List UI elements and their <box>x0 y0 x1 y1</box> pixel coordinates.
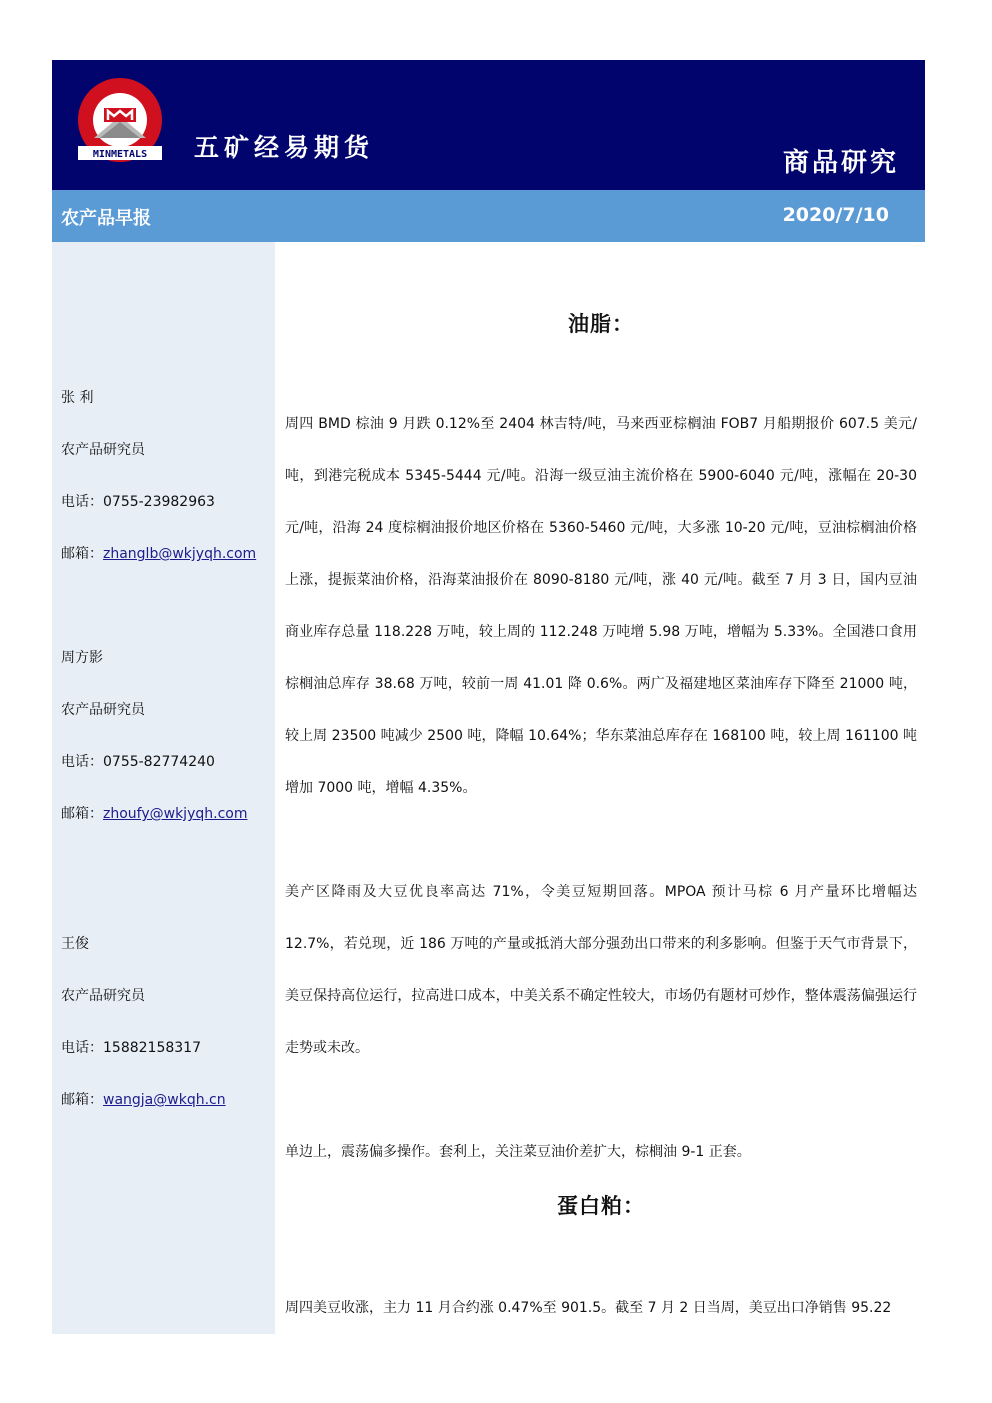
analyst-card-1 <box>61 388 271 596</box>
section-heading-meal: 蛋白粕： <box>557 1194 645 1218</box>
email-link[interactable]: zhoufy@wkjyqh.com <box>103 806 248 822</box>
analyst-title: 农产品研究员 <box>61 988 145 1004</box>
section-title: 商品研究 <box>782 148 899 178</box>
analyst-phone: 电话：15882158317 <box>61 1040 201 1056</box>
report-date: 2020/7/10 <box>782 204 889 226</box>
email-link[interactable]: wangja@wkqh.cn <box>103 1092 226 1108</box>
report-type: 农产品早报 <box>61 208 151 229</box>
analyst-name: 张 利 <box>61 390 94 406</box>
paragraph-oils-analysis: 美产区降雨及大豆优良率高达 71%，令美豆短期回落。MPOA 预计马棕 6 月产量环比增幅达 12.7%，若兑现，近 186 万吨的产量或抵消大部分强劲出口带来的利多影响。但鉴于天气市背景下，美豆保持高位运行，拉高进口成本，中美关系不确定性较大，市场仍有题材可炒作，整体震荡偏强运行走势或未改。 <box>285 884 917 1056</box>
analyst-name: 周方影 <box>61 650 103 666</box>
analyst-name: 王俊 <box>61 936 89 952</box>
analyst-card-3 <box>61 934 271 1142</box>
header-banner <box>52 60 925 190</box>
analyst-title: 农产品研究员 <box>61 442 145 458</box>
svg-text:MINMETALS: MINMETALS <box>92 149 148 160</box>
company-name: 五矿经易期货 <box>194 133 375 162</box>
email-link[interactable]: zhanglb@wkjyqh.com <box>103 546 257 562</box>
analyst-email: 邮箱：zhoufy@wkjyqh.com <box>61 806 248 822</box>
analyst-email: 邮箱：wangja@wkqh.cn <box>61 1092 226 1108</box>
paragraph-meal-market: 周四美豆收涨，主力 11 月合约涨 0.47%至 901.5。截至 7 月 2 日当周，美豆出口净销售 95.22 <box>285 1300 892 1316</box>
analyst-phone: 电话：0755-82774240 <box>61 754 215 770</box>
section-heading-oils: 油脂： <box>568 312 634 336</box>
report-subbar <box>52 190 925 242</box>
analyst-title: 农产品研究员 <box>61 702 145 718</box>
analyst-card-2 <box>61 648 271 856</box>
paragraph-oils-strategy: 单边上，震荡偏多操作。套利上，关注菜豆油价差扩大，棕榈油 9-1 正套。 <box>285 1144 751 1160</box>
paragraph-oils-market: 周四 BMD 棕油 9 月跌 0.12%至 2404 林吉特/吨，马来西亚棕榈油 FOB7 月船期报价 607.5 美元/吨，到港完税成本 5345-5444 元/吨。沿海一级豆油主流价格在 5900-6040 元/吨，涨幅在 20-30 元/吨，沿海 24 度棕榈油报价地区价格在 5360-5460 元/吨，大多涨 10-20 元/吨，豆油棕榈油价格上涨，提振菜油价格，沿海菜油报价在 8090-8180 元/吨，涨 40 元/吨。截至 7 月 3 日，国内豆油商业库存总量 118.228 万吨，较上周的 112.248 万吨增 5.98 万吨，增幅为 5.33%。全国港口食用棕榈油总库存 38.68 万吨，较前一周 41.01 降 0.6%。两广及福建地区菜油库存下降至 21000 吨，较上周 23500 吨减少 2500 吨，降幅 10.64%；华东菜油总库存在 168100 吨，较上周 161100 吨增加 7000 吨，增幅 4.35%。 <box>285 416 917 796</box>
analyst-email: 邮箱：zhanglb@wkjyqh.com <box>61 546 257 562</box>
analyst-phone: 电话：0755-23982963 <box>61 494 215 510</box>
minmetals-logo <box>74 76 166 168</box>
